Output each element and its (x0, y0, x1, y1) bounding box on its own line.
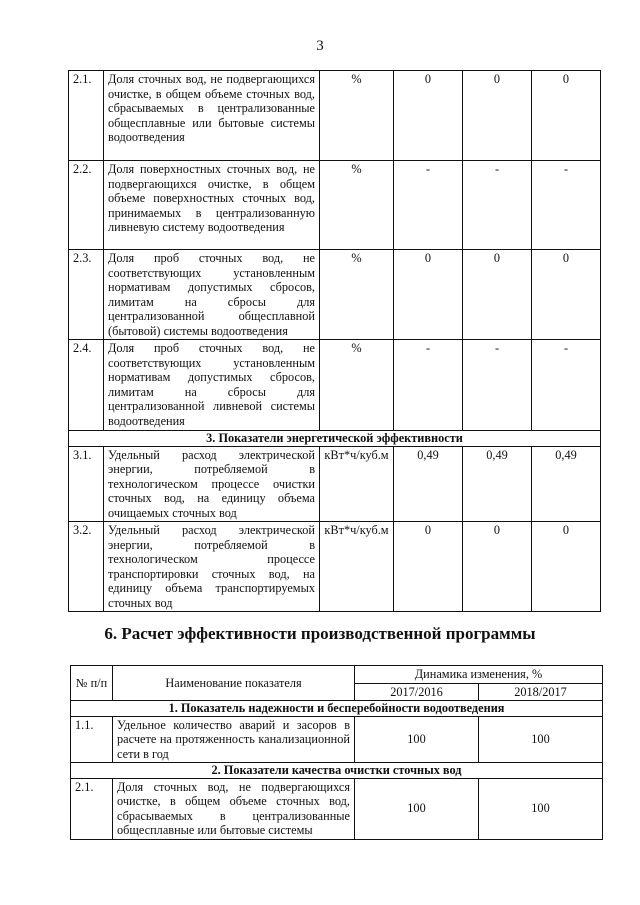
value-cell: 100 (355, 778, 479, 839)
value-cell: - (532, 340, 601, 431)
value-cell: 0 (463, 250, 532, 340)
row-number: 1.1. (71, 716, 113, 763)
row-number: 2.3. (69, 250, 104, 340)
indicator-name: Доля проб сточных вод, не соответствующих установленным нормативам допустимых сбросов, лимитам на сбросы для централизованной ливневой системы водоотведения (104, 340, 320, 431)
table-row (69, 446, 601, 522)
row-number: 2.4. (69, 340, 104, 431)
section-heading: 6. Расчет эффективности производственной программы (104, 624, 536, 643)
value-cell: 0 (463, 71, 532, 161)
indicators-table (68, 70, 601, 612)
row-number: 2.2. (69, 161, 104, 250)
column-header-name: Наименование показателя (113, 666, 355, 701)
column-header-dynamics: Динамика изменения, % (355, 666, 603, 684)
value-cell: 0 (532, 250, 601, 340)
table-row (69, 340, 601, 431)
value-cell: - (394, 340, 463, 431)
value-cell: 0 (394, 250, 463, 340)
table-row (69, 161, 601, 250)
value-cell: 0,49 (394, 446, 463, 522)
value-cell: - (463, 340, 532, 431)
unit-cell: % (320, 250, 394, 340)
indicator-name: Удельный расход электрической энергии, потребляемой в технологическом процессе очистки сточных вод, на единицу объема очищаемых сточных вод (104, 446, 320, 522)
indicator-name: Удельный расход электрической энергии, потребляемой в технологическом процессе транспортировки сточных вод, на единицу объема транспортируемых сточных вод (104, 522, 320, 612)
unit-cell: кВт*ч/куб.м (320, 446, 394, 522)
unit-cell: % (320, 340, 394, 431)
section-title: 2. Показатели качества очистки сточных вод (71, 763, 603, 779)
page-number: 3 (316, 38, 324, 54)
section-title: 1. Показатель надежности и бесперебойности водоотведения (71, 701, 603, 717)
row-number: 3.1. (69, 446, 104, 522)
value-cell: - (463, 161, 532, 250)
indicator-name: Удельное количество аварий и засоров в расчете на протяженность канализационной сети в год (113, 716, 355, 763)
unit-cell: % (320, 71, 394, 161)
table-row (69, 250, 601, 340)
column-header-number: № п/п (71, 666, 113, 701)
section-title: 3. Показатели энергетической эффективности (69, 431, 601, 447)
indicator-name: Доля сточных вод, не подвергающихся очистке, в общем объеме сточных вод, сбрасываемых в централизованные общесплавные или бытовые системы (113, 778, 355, 839)
unit-cell: % (320, 161, 394, 250)
row-number: 2.1. (69, 71, 104, 161)
unit-cell: кВт*ч/куб.м (320, 522, 394, 612)
indicator-name: Доля проб сточных вод, не соответствующих установленным нормативам допустимых сбросов, лимитам на сбросы для централизованной общесплавной (бытовой) системы водоотведения (104, 250, 320, 340)
table-row (69, 522, 601, 612)
value-cell: 0 (532, 522, 601, 612)
column-header-year: 2018/2017 (479, 683, 603, 701)
value-cell: 0 (463, 522, 532, 612)
value-cell: - (532, 161, 601, 250)
section-header-row (69, 431, 601, 447)
row-number: 2.1. (71, 778, 113, 839)
indicator-name: Доля сточных вод, не подвергающихся очистке, в общем объеме сточных вод, сбрасываемых в централизованные общесплавные или бытовые системы водоотведения (104, 71, 320, 161)
header-row (71, 666, 603, 684)
row-number: 3.2. (69, 522, 104, 612)
indicator-name: Доля поверхностных сточных вод, не подвергающихся очистке, в общем объеме поверхностных сточных вод, принимаемых в централизованную ливневую систему водоотведения (104, 161, 320, 250)
efficiency-table (70, 665, 603, 840)
value-cell: 0,49 (463, 446, 532, 522)
value-cell: - (394, 161, 463, 250)
column-header-year: 2017/2016 (355, 683, 479, 701)
table-row (71, 716, 603, 763)
section-header-row (71, 763, 603, 779)
value-cell: 0,49 (532, 446, 601, 522)
section-header-row (71, 701, 603, 717)
value-cell: 100 (479, 778, 603, 839)
value-cell: 0 (532, 71, 601, 161)
table-row (69, 71, 601, 161)
value-cell: 0 (394, 71, 463, 161)
value-cell: 100 (479, 716, 603, 763)
value-cell: 0 (394, 522, 463, 612)
table-row (71, 778, 603, 839)
value-cell: 100 (355, 716, 479, 763)
